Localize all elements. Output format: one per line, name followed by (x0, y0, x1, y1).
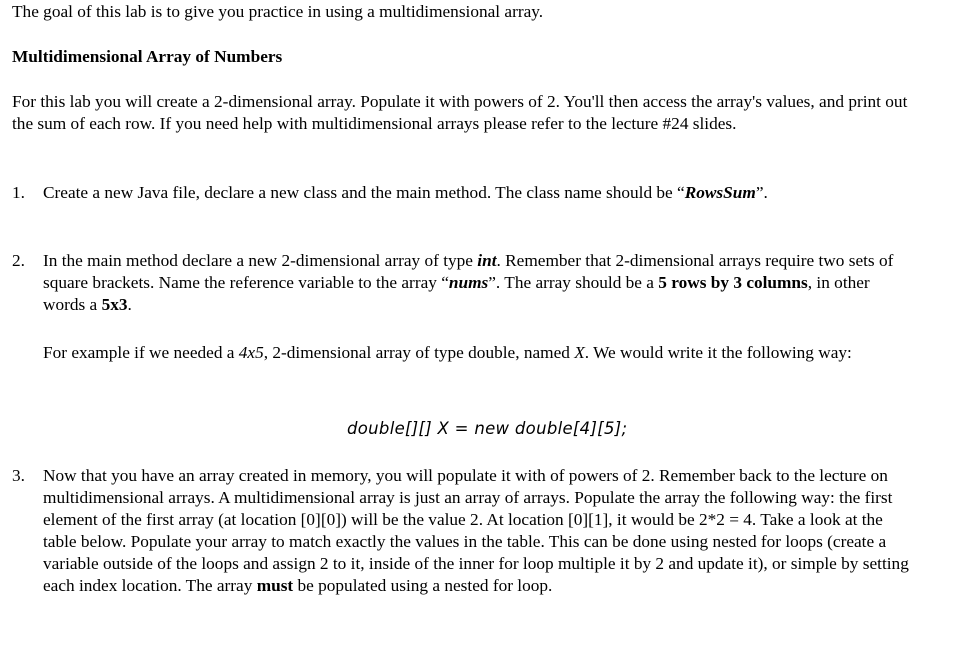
step-1-text-a: Create a new Java file, declare a new class and the main method. The class name should be “ (43, 183, 685, 202)
must-emphasis: must (256, 576, 294, 595)
step-3-text-a: Now that you have an array created in memory, you will populate it with of powers of 2. Remember back to the lecture on multidimensional arrays. A multidimensional array is just an array of arrays. Populate the array the following way: the first element of the first array (at location [0][0]) will be the value 2. At location [0][1], it would be 2*2 = 4. Take a look at the table below. Populate your array to match exactly the values in the table. This can be done using nested for loops (create a variable outside of the loops and assign 2 to it, inside of the inner for loop multiple it by 2 and update it), or simple by setting each index location. The array (43, 466, 909, 595)
step-2-number: 2. (12, 251, 25, 270)
step-2-text-c: ”. The array should be a (488, 273, 659, 292)
step-2-text-b: . Remember that 2-dimensional arrays require two sets of square brackets. Name the reference variable to the array “ (43, 251, 894, 292)
step-3-number: 3. (12, 466, 25, 485)
code-sample: double[][] X = new double[4][5]; (347, 419, 628, 438)
example-text-b: , 2-dimensional array of type double, named (263, 343, 575, 362)
variable-name: nums (448, 273, 489, 292)
lab-description: For this lab you will create a 2-dimensional array. Populate it with powers of 2. You'll then access the array's values, and print out the sum of each row. If you need help with multidimensional arrays please refer to the lecture #24 slides. (12, 92, 908, 133)
array-type: int (477, 251, 497, 270)
class-name: RowsSum (684, 183, 756, 202)
step-3-text-b: be populated using a nested for loop. (293, 576, 553, 595)
array-size-words: 5 rows by 3 columns (658, 273, 808, 292)
step-1-text (43, 182, 911, 204)
step-2-text-a: In the main method declare a new 2-dimensional array of type (43, 251, 478, 270)
example-text-c: . We would write it the following way: (584, 343, 852, 362)
section-heading: Multidimensional Array of Numbers (12, 47, 283, 66)
example-dims: 4x5 (238, 343, 264, 362)
step-2-text-d: , in other words a (43, 273, 870, 314)
step-3-text (43, 465, 911, 597)
step-2-text-e: . (127, 295, 132, 314)
step-1-text-b: ”. (755, 183, 768, 202)
step-2-text (43, 250, 911, 316)
example-text-a: For example if we needed a (43, 343, 239, 362)
array-size-short: 5x3 (101, 295, 128, 314)
intro-text: The goal of this lab is to give you practice in using a multidimensional array. (12, 2, 544, 21)
example-text (43, 342, 903, 364)
example-name: X (574, 343, 585, 362)
step-1-number: 1. (12, 183, 25, 202)
